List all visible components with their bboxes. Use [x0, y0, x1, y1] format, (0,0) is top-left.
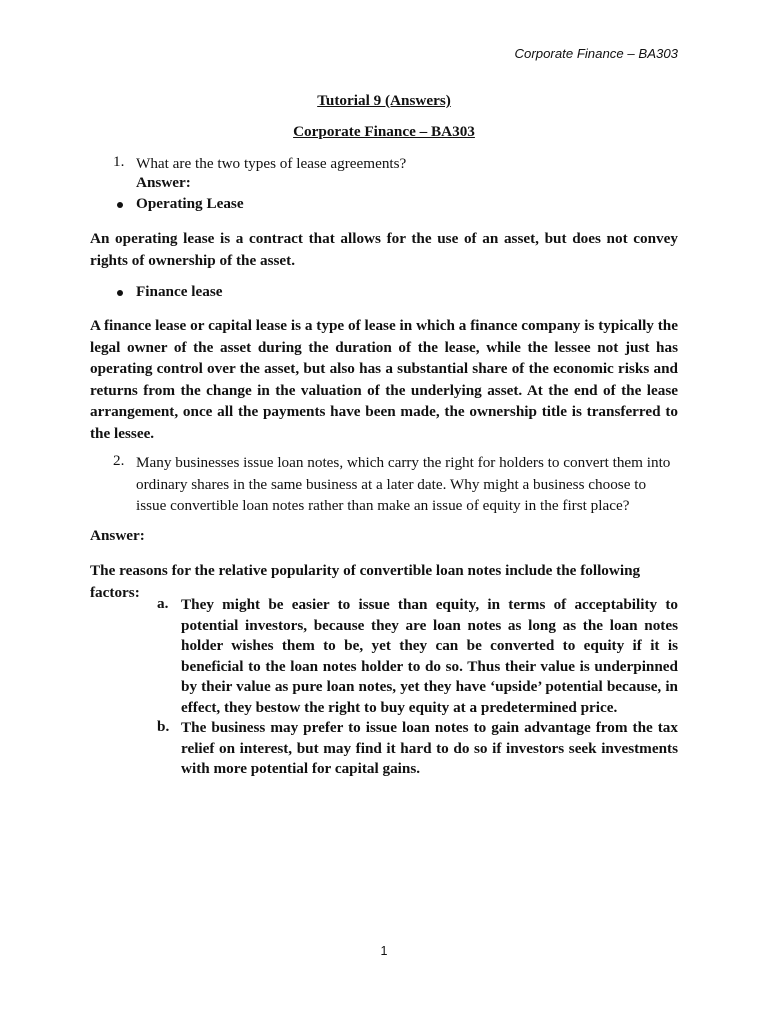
- question-2-intro: The reasons for the relative popularity of convertible loan notes include the following factors:: [90, 562, 641, 601]
- question-1-text: What are the two types of lease agreements?: [136, 155, 407, 172]
- running-header: Corporate Finance – BA303: [514, 46, 678, 61]
- document-title: Tutorial 9 (Answers): [317, 92, 451, 109]
- course-title: Corporate Finance – BA303: [293, 123, 475, 140]
- question-1-number: 1.: [113, 153, 125, 170]
- bullet-icon: [117, 290, 123, 296]
- question-2-answer-label: Answer:: [90, 527, 145, 544]
- page-number: 1: [380, 944, 388, 958]
- question-1-answer-label: Answer:: [136, 174, 191, 191]
- item-b-text: The business may prefer to issue loan notes to gain advantage from the tax relief on interest, but may find it hard to do so if investors seek investments with more potential for capital gains.: [181, 719, 678, 778]
- bullet-icon: [117, 202, 123, 208]
- operating-lease-paragraph: An operating lease is a contract that allows for the use of an asset, but does not convey rights of ownership of the asset.: [90, 230, 678, 269]
- item-b-letter: b.: [157, 718, 170, 735]
- question-2-number: 2.: [113, 452, 125, 469]
- finance-lease-paragraph: A finance lease or capital lease is a type of lease in which a finance company is typically the legal owner of the asset during the duration of the lease, while the lessee not just has operating control over the asset, but also has a substantial share of the economic risks and returns from the change in the valuation of the underlying asset. At the end of the lease arrangement, once all the payments have been made, the ownership title is transferred to the lessee.: [90, 317, 678, 442]
- item-a-letter: a.: [157, 595, 169, 612]
- question-2-text: Many businesses issue loan notes, which carry the right for holders to convert them into ordinary shares in the same business at a later date. Why might a business choose to issue convertible loan notes rather than make an issue of equity in the first place?: [136, 454, 671, 514]
- item-a-text: They might be easier to issue than equity, in terms of acceptability to potential investors, because they are loan notes as long as the loan notes holder wishes them to be, yet they can be converted to equity if it is beneficial to the loan notes holder to do so. Thus their value is underpinned by their value as pure loan notes, yet they have ‘upside’ potential because, in effect, they bestow the right to buy equity at a predetermined price.: [181, 596, 678, 716]
- bullet-finance-lease: Finance lease: [136, 283, 223, 300]
- bullet-operating-lease: Operating Lease: [136, 195, 244, 212]
